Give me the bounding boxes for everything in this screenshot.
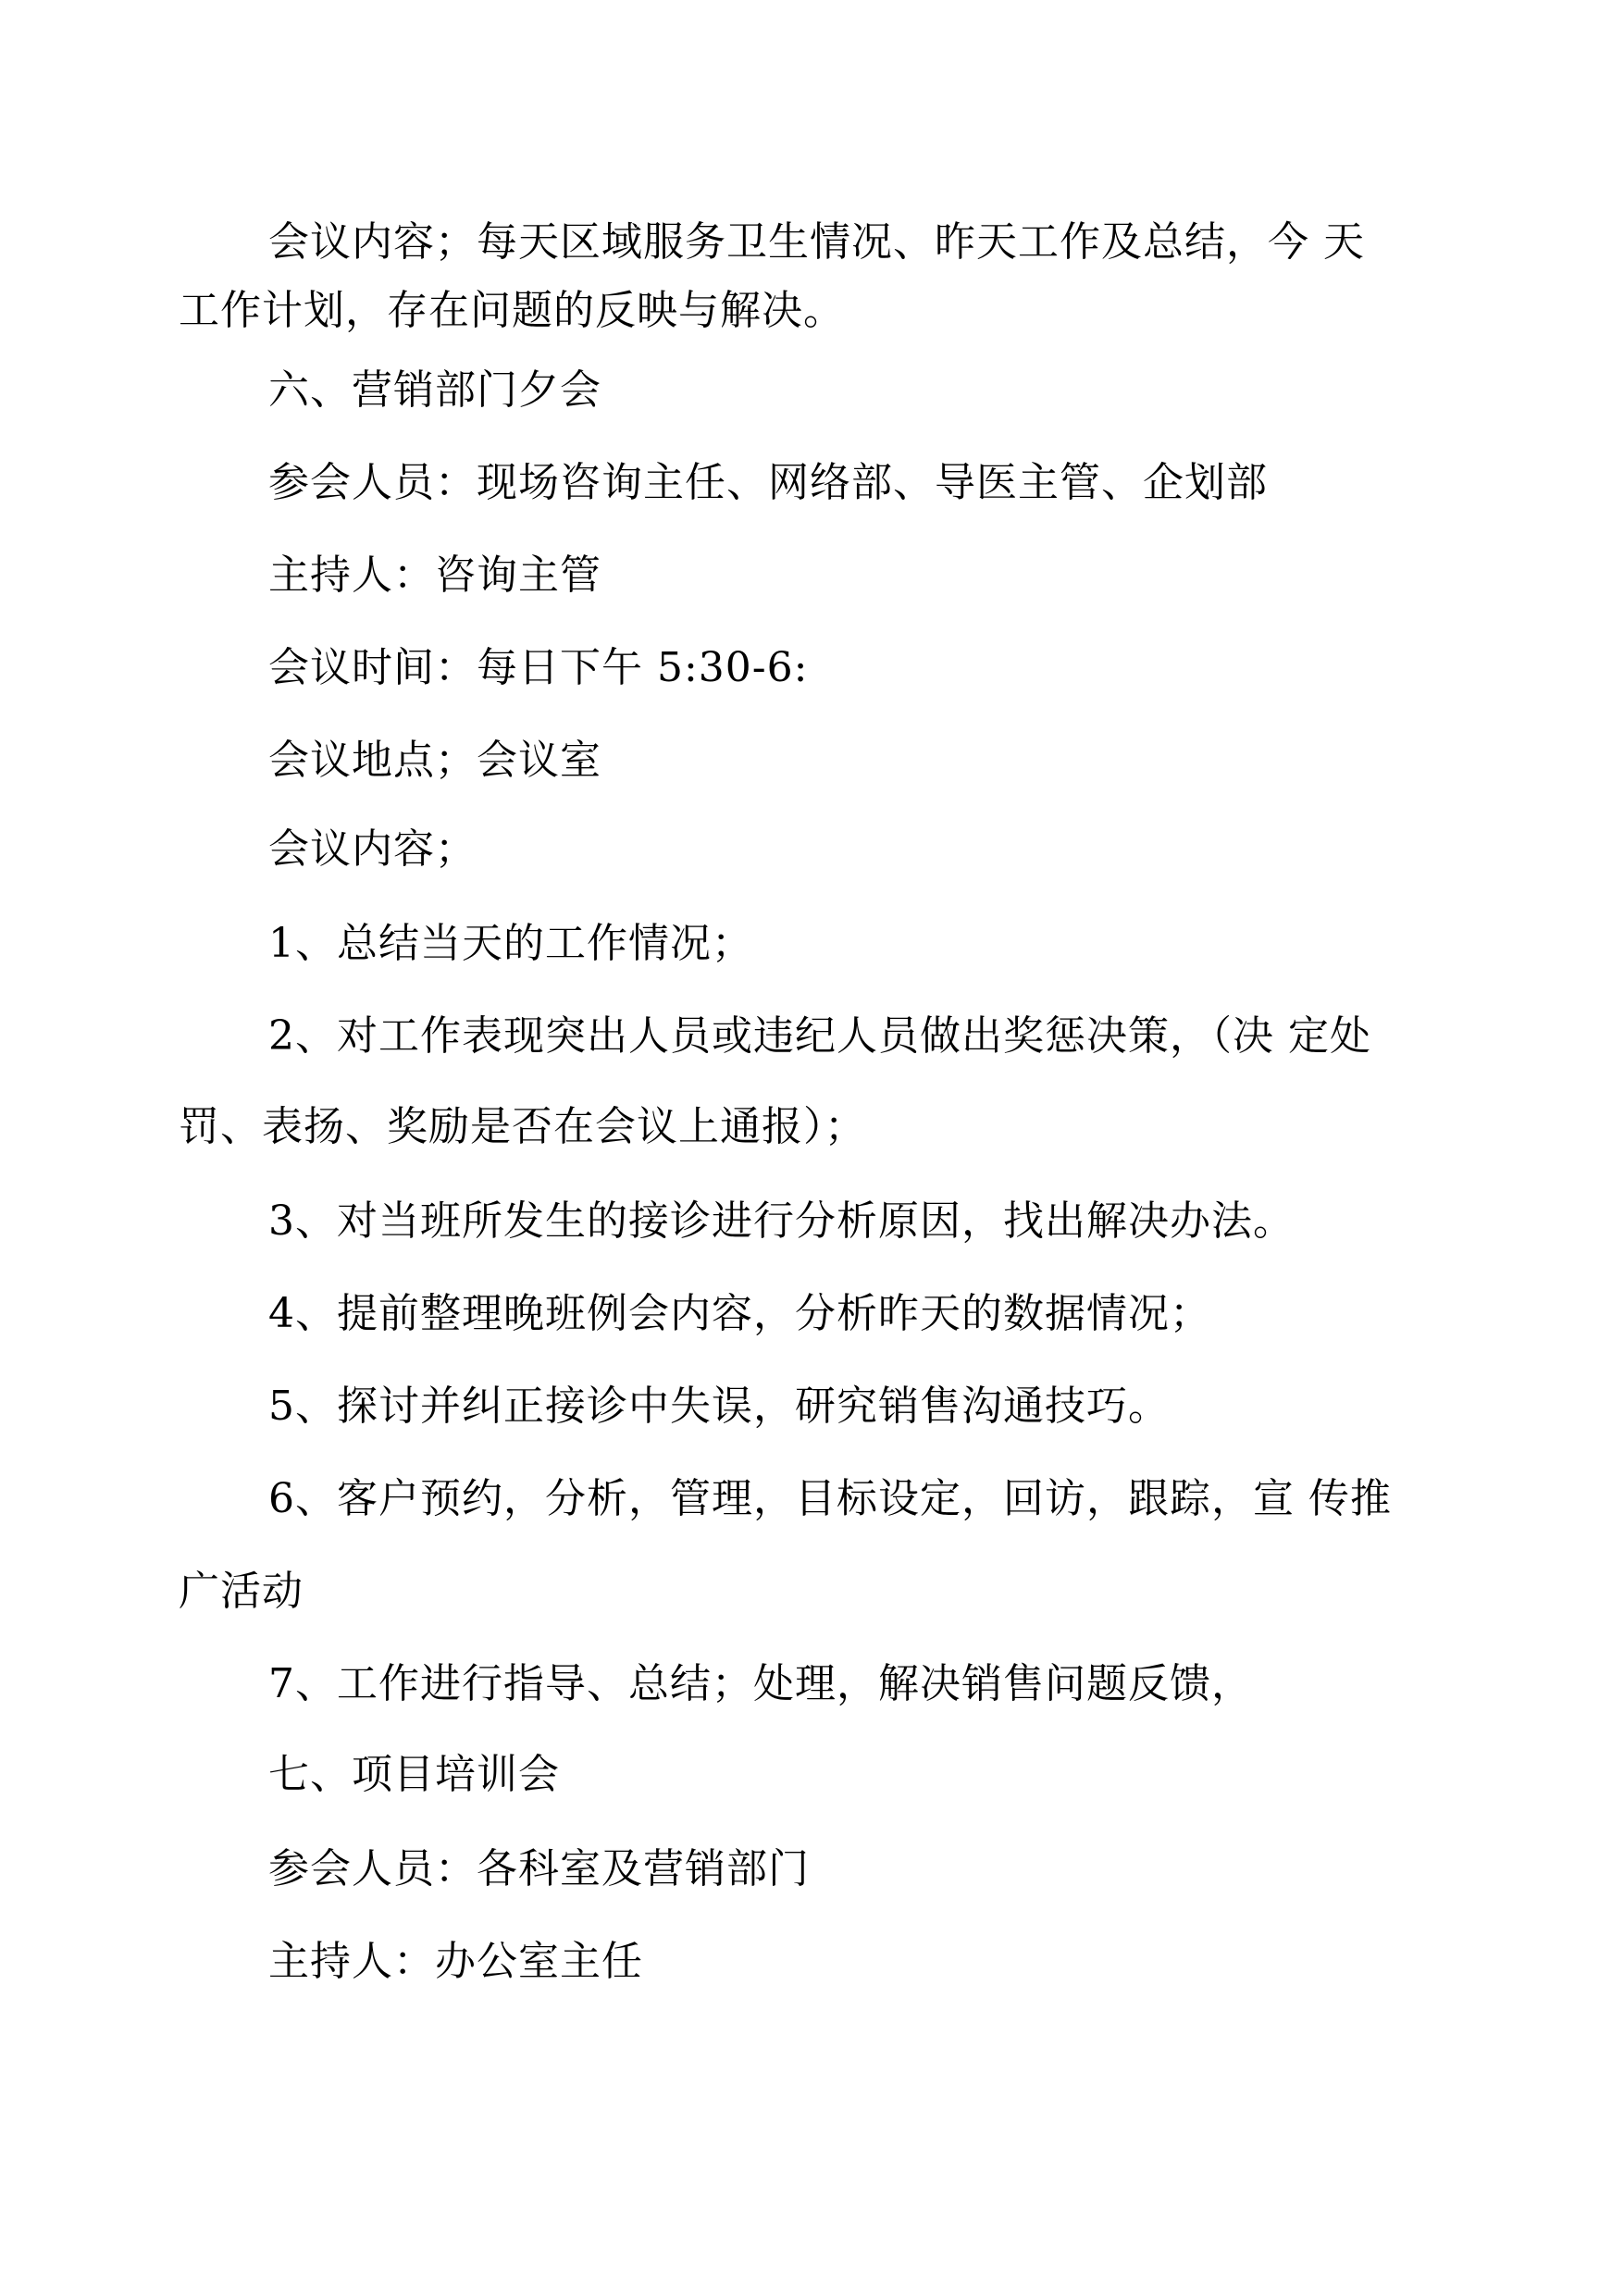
training-attendees-line: 参会人员：各科室及营销部门	[268, 1845, 810, 1892]
list-item-1: 1、总结当天的工作情况；	[268, 920, 753, 967]
list-item-2-line-1: 2、对工作表现突出人员或违纪人员做出奖惩决策，（决 定处	[268, 1012, 1371, 1060]
list-item-6-line-1: 6、客户预约，分析，管理，目标设定，回访，跟踪，宣 传推	[268, 1475, 1392, 1522]
list-item-4: 4、提前整理晚班例会内容，分析昨天的数据情况；	[268, 1290, 1211, 1337]
list-item-2-line-2: 罚、表扬、奖励是否在会议上通报）；	[179, 1103, 866, 1150]
list-item-6-line-2: 广活动	[179, 1568, 304, 1615]
meeting-content-label: 会议内容；	[268, 825, 477, 873]
attendees-line: 参会人员：现场咨询主任、网络部、导医主管、企划部	[268, 459, 1268, 506]
meeting-time-line: 会议时间：每日下午 5:30-6:	[268, 644, 809, 691]
section-heading-sales-evening-meeting: 六、营销部门夕会	[268, 366, 601, 414]
list-item-5: 5、探讨并纠正接诊中失误，研究销售沟通技巧。	[268, 1383, 1170, 1430]
meeting-location-line: 会议地点；会议室	[268, 737, 601, 784]
paragraph-meeting-content-line-2: 工作计划，存在问题的反映与解决。	[179, 287, 845, 334]
training-host-line: 主持人：办公室主任	[268, 1938, 643, 1985]
list-item-3: 3、对当班所发生的接诊进行分析原因，找出解决办法。	[268, 1197, 1295, 1245]
list-item-7: 7、工作进行指导、总结；处理，解决销售问题反馈，	[268, 1660, 1253, 1707]
host-line: 主持人：咨询主管	[268, 552, 601, 599]
paragraph-meeting-content-line-1: 会议内容；每天区域服务卫生情况、昨天工作及总结，今 天	[268, 218, 1365, 266]
section-heading-project-training: 七、项目培训会	[268, 1751, 560, 1798]
